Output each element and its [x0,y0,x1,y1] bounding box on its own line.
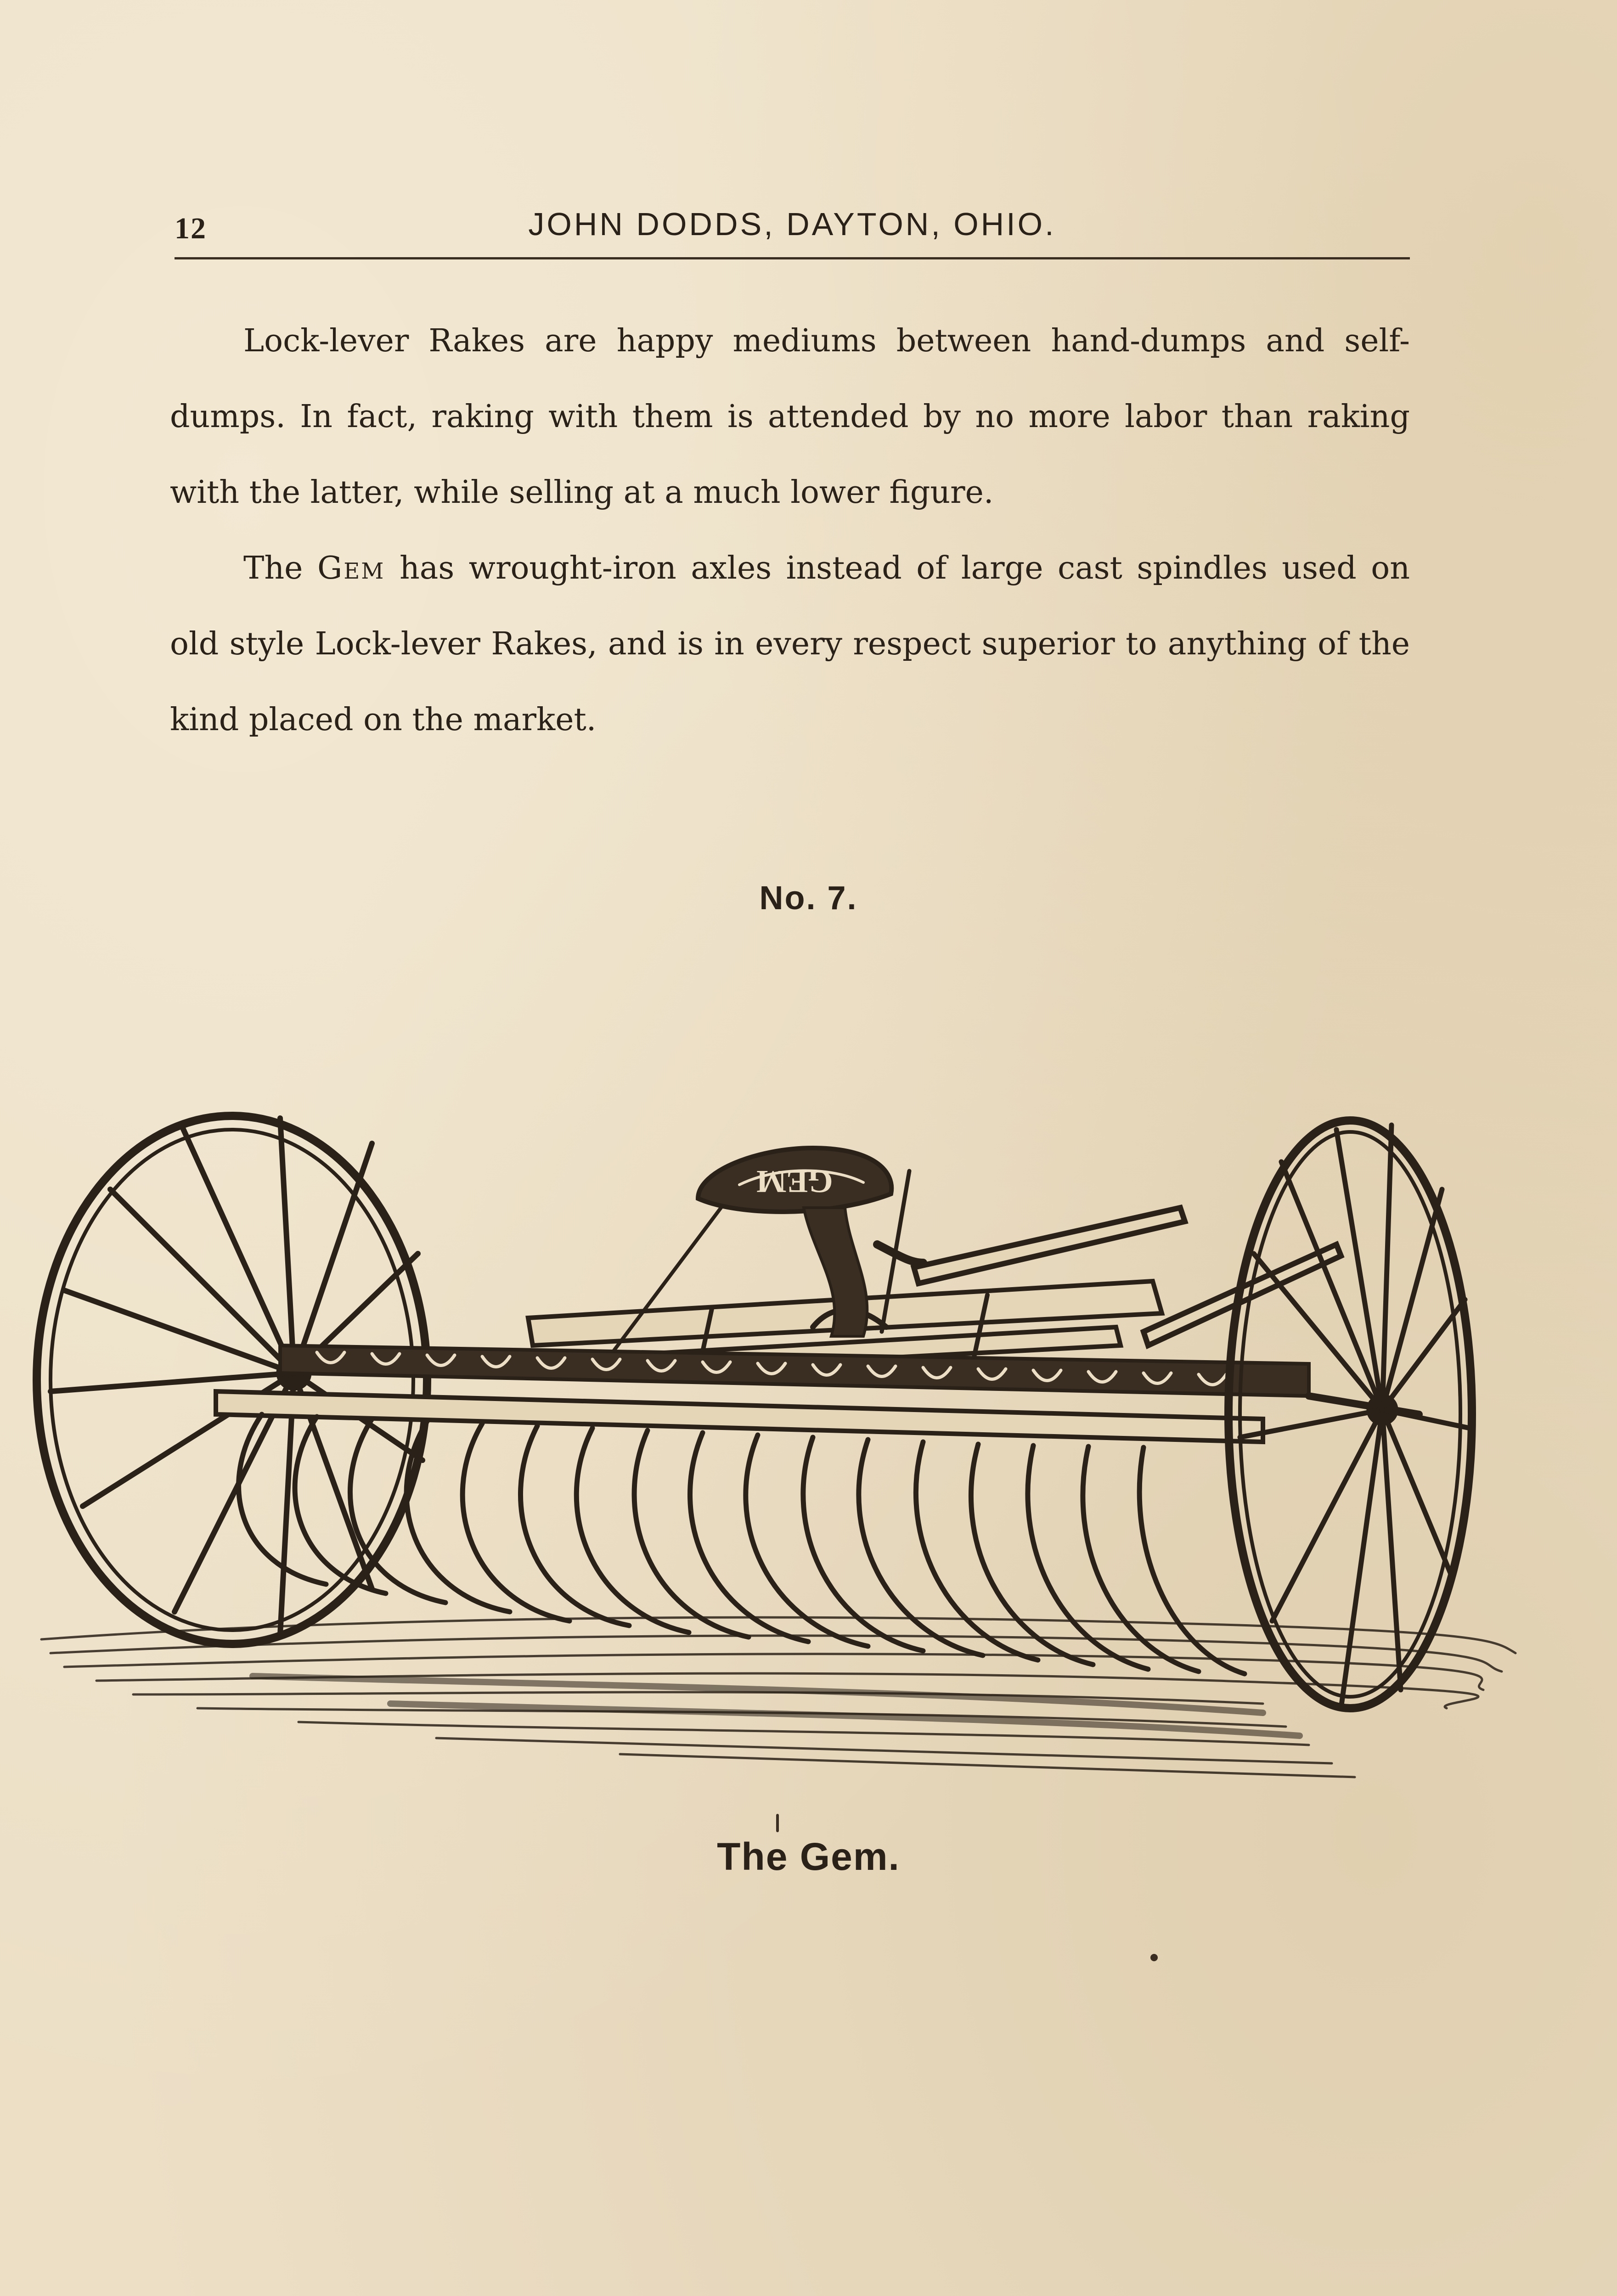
page-number: 12 [175,212,207,245]
hay-rake-illustration [23,932,1538,1805]
model-number: No. 7. [759,880,858,917]
paragraph-gem-rest: has wrought-iron axles instead of large cast spindles used on old style Lock-lever Rakes, and is in every respect superior to anything of the kind placed on the market. [170,550,1410,738]
paragraph-lock-lever-rakes: Lock-lever Rakes are happy mediums between hand-dumps and self-dumps. In fact, raking with them is attended by no more labor than raking with the latter, while selling at a much lower figure. [170,323,1410,511]
rake-head [216,1345,1309,1442]
seat-lettering: GEM [756,1164,833,1199]
paragraph-gem-intro: The [243,550,317,586]
right-wheel [1228,1120,1472,1708]
body-text [170,303,1410,758]
gem-name-small-caps: Gem [317,550,385,586]
running-head: JOHN DODDS, DAYTON, OHIO. [528,206,1056,242]
ink-speck [776,1814,779,1832]
page-header [175,202,1410,259]
figure-caption: The Gem. [717,1835,900,1878]
paragraph-gem-axles [170,530,1410,758]
ink-speck [1150,1954,1158,1961]
left-wheel [37,1116,427,1644]
